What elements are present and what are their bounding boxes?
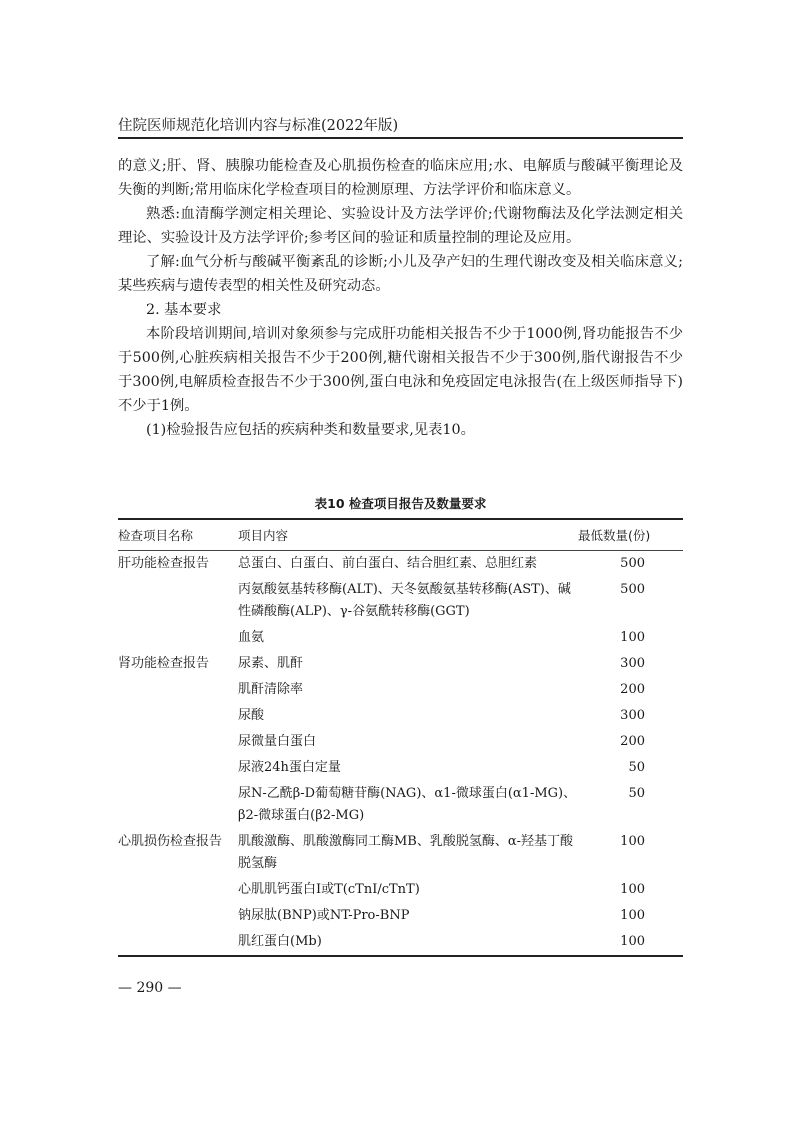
item-cell: 丙氨酸氨基转移酶(ALT)、天冬氨酸氨基转移酶(AST)、碱性磷酸酶(ALP)、γ-谷氨酰转移酶(GGT) xyxy=(238,582,571,619)
category-cell xyxy=(118,877,238,903)
table-row xyxy=(118,677,683,703)
category-cell xyxy=(118,577,238,625)
item-cell: 肌红蛋白(Mb) xyxy=(238,934,322,949)
item-cell: 尿酸 xyxy=(238,708,265,723)
item-cell: 总蛋白、白蛋白、前白蛋白、结合胆红素、总胆红素 xyxy=(238,556,538,571)
column-header: 检查项目名称 xyxy=(118,528,194,543)
item-cell: 血氨 xyxy=(238,630,265,645)
table-row xyxy=(118,651,683,677)
header-rule xyxy=(118,137,683,139)
table-row xyxy=(118,577,683,625)
section-heading: 2. 基本要求 xyxy=(146,302,222,318)
paragraph: 的意义;肝、肾、胰腺功能检查及心肌损伤检查的临床应用;水、电解质与酸碱平衡理论及失衡的判断;常用临床化学检查项目的检测原理、方法学评价和临床意义。 xyxy=(118,158,683,198)
quantity-cell: 50 xyxy=(628,786,645,801)
table-caption: 表10 检查项目报告及数量要求 xyxy=(314,496,487,511)
category-cell xyxy=(118,903,238,929)
running-header: 住院医师规范化培训内容与标准(2022年版) xyxy=(118,118,399,134)
quantity-cell: 100 xyxy=(620,834,645,849)
category-cell xyxy=(118,625,238,651)
table-row xyxy=(118,829,683,877)
item-cell: 尿N-乙酰β-D葡萄糖苷酶(NAG)、α1-微球蛋白(α1-MG)、β2-微球蛋白(β2-MG) xyxy=(238,786,577,823)
category-cell xyxy=(118,729,238,755)
column-header: 项目内容 xyxy=(238,528,289,543)
item-cell: 肌酸激酶、肌酸激酶同工酶MB、乳酸脱氢酶、α-羟基丁酸脱氢酶 xyxy=(238,834,574,871)
item-cell: 钠尿肽(BNP)或NT-Pro-BNP xyxy=(238,908,410,923)
paragraph: 熟悉:血清酶学测定相关理论、实验设计及方法学评价;代谢物酶法及化学法测定相关理论、实验设计及方法学评价;参考区间的验证和质量控制的理论及应用。 xyxy=(118,206,683,246)
table-row xyxy=(118,903,683,929)
body-text xyxy=(118,154,683,442)
table-row xyxy=(118,781,683,829)
quantity-cell: 500 xyxy=(620,556,645,571)
page-number: — 290 — xyxy=(118,980,182,996)
paragraph: (1)检验报告应包括的疾病种类和数量要求,见表10。 xyxy=(146,422,475,438)
quantity-cell: 200 xyxy=(620,682,645,697)
table-row xyxy=(118,755,683,781)
item-cell: 尿素、肌酐 xyxy=(238,656,304,671)
table-row xyxy=(118,929,683,956)
quantity-cell: 100 xyxy=(620,908,645,923)
paragraph: 了解:血气分析与酸碱平衡紊乱的诊断;小儿及孕产妇的生理代谢改变及相关临床意义;某些疾病与遗传表型的相关性及研究动态。 xyxy=(118,254,683,294)
category-cell: 肾功能检查报告 xyxy=(118,656,210,671)
category-cell xyxy=(118,929,238,956)
item-cell: 心肌肌钙蛋白Ⅰ或T(cTnI/cTnT) xyxy=(238,882,420,897)
quantity-cell: 50 xyxy=(628,760,645,775)
quantity-cell: 500 xyxy=(620,582,645,597)
quantity-cell: 200 xyxy=(620,734,645,749)
table-row xyxy=(118,703,683,729)
item-cell: 尿微量白蛋白 xyxy=(238,734,317,749)
item-cell: 肌酐清除率 xyxy=(238,682,304,697)
table-row xyxy=(118,877,683,903)
item-cell: 尿液24h蛋白定量 xyxy=(238,760,341,775)
table-row xyxy=(118,551,683,578)
quantity-cell: 100 xyxy=(620,934,645,949)
column-header: 最低数量(份) xyxy=(578,528,651,543)
quantity-cell: 300 xyxy=(620,656,645,671)
table-header-row xyxy=(118,519,683,551)
table-row xyxy=(118,729,683,755)
category-cell: 肝功能检查报告 xyxy=(118,556,210,571)
quantity-cell: 300 xyxy=(620,708,645,723)
category-cell xyxy=(118,703,238,729)
paragraph: 本阶段培训期间,培训对象须参与完成肝功能相关报告不少于1000例,肾功能报告不少于500例,心脏疾病相关报告不少于200例,糖代谢相关报告不少于300例,脂代谢报告不少于300例,电解质检查报告不少于300例,蛋白电泳和免疫固定电泳报告(在上级医师指导下)不少于1例。 xyxy=(118,326,683,414)
category-cell xyxy=(118,677,238,703)
quantity-cell: 100 xyxy=(620,630,645,645)
category-cell: 心肌损伤检查报告 xyxy=(118,834,223,849)
category-cell xyxy=(118,781,238,829)
category-cell xyxy=(118,755,238,781)
quantity-cell: 100 xyxy=(620,882,645,897)
table-row xyxy=(118,625,683,651)
requirements-table xyxy=(118,518,683,957)
